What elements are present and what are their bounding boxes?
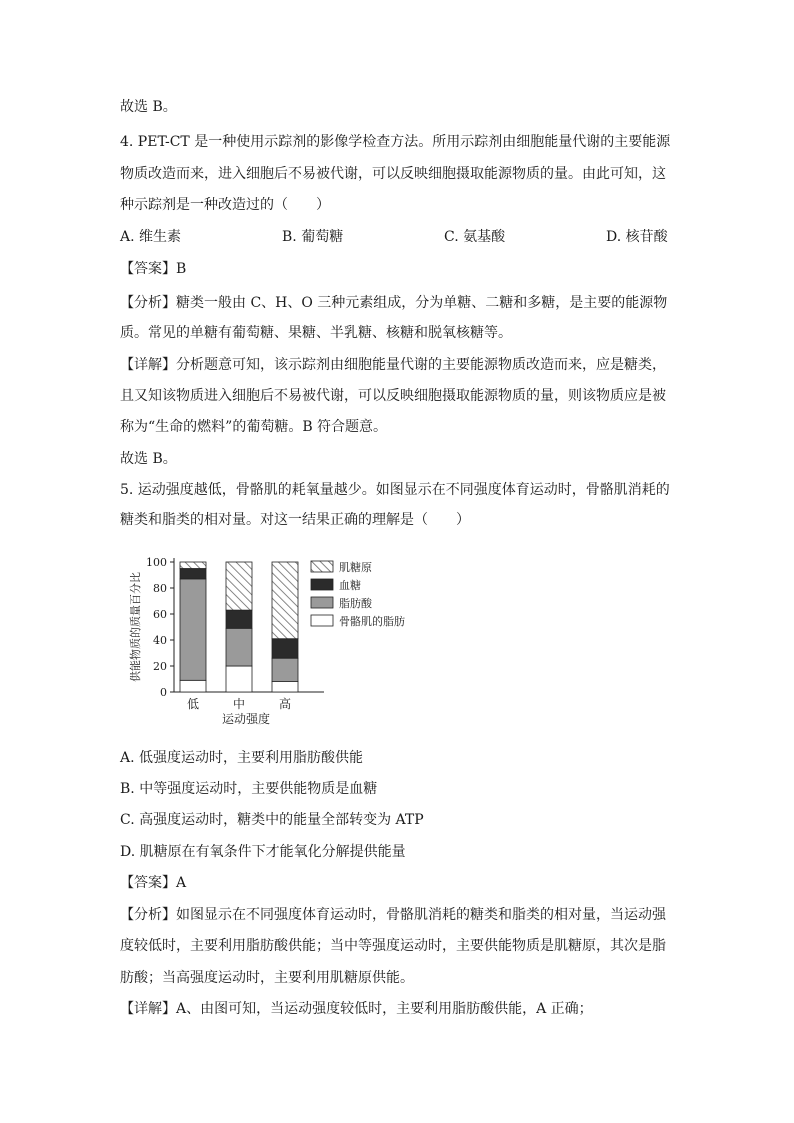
question-5-stem: 5. 运动强度越低，骨骼肌的耗氧量越少。如图显示在不同强度体育运动时，骨骼肌消耗的 [120, 482, 670, 498]
y-tick-label: 60 [153, 608, 167, 621]
x-tick-label: 中 [232, 697, 246, 711]
answer-label: 【答案】A [120, 875, 187, 891]
bar-segment [272, 562, 298, 639]
option-a-q5: A. 低强度运动时，主要利用脂肪酸供能 [120, 750, 364, 766]
legend-label: 骨骼肌的脂肪 [339, 615, 405, 628]
y-tick-label: 100 [146, 556, 167, 569]
text-line: 质。常见的单糖有葡萄糖、果糖、半乳糖、核糖和脱氧核糖等。 [120, 325, 512, 341]
bar-segment [226, 610, 252, 628]
text-line: 糖类和脂类的相对量。对这一结果正确的理解是（ ） [120, 512, 470, 528]
text-line: 肪酸；当高强度运动时，主要利用肌糖原供能。 [120, 970, 414, 986]
chart-legend [311, 560, 405, 628]
option-d-q5: D. 肌糖原在有氧条件下才能氧化分解提供能量 [120, 844, 406, 860]
y-axis-label: 供能物质的质量百分比 [129, 572, 142, 682]
bar-segment [180, 579, 206, 680]
legend-swatch [311, 597, 333, 608]
bar-segment [180, 569, 206, 579]
stacked-bar-chart [128, 548, 428, 728]
y-tick-label: 80 [153, 582, 167, 595]
answer-label: 【答案】B [120, 261, 187, 277]
y-tick-label: 20 [153, 660, 167, 673]
x-axis-label: 运动强度 [221, 712, 271, 726]
bar-segment [226, 628, 252, 666]
analysis-paragraph: 【分析】如图显示在不同强度体育运动时，骨骼肌消耗的糖类和脂类的相对量，当运动强 [120, 907, 666, 923]
detail-paragraph: 【详解】A、由图可知，当运动强度较低时，主要利用脂肪酸供能，A 正确； [120, 1001, 593, 1017]
legend-label: 肌糖原 [339, 561, 372, 574]
text-line: 称为“生命的燃料”的葡萄糖。B 符合题意。 [120, 419, 388, 435]
text-line: 且又知该物质进入细胞后不易被代谢，可以反映细胞摄取能源物质的量，则该物质应是被 [120, 388, 666, 404]
question-4-options [120, 227, 680, 247]
option-a: A. 维生素 [120, 229, 182, 245]
plot-area [146, 556, 324, 711]
question-4-stem: 4. PET-CT 是一种使用示踪剂的影像学检查方法。所用示踪剂由细胞能量代谢的主要能源 [120, 134, 671, 150]
y-tick-label: 0 [160, 686, 167, 699]
y-tick-label: 40 [153, 634, 167, 647]
text-line: 物质改造而来，进入细胞后不易被代谢，可以反映细胞摄取能源物质的量。由此可知，这 [120, 166, 666, 182]
bar-segment [272, 658, 298, 681]
bar-segment [180, 680, 206, 692]
legend-label: 血糖 [339, 579, 361, 592]
legend-swatch [311, 615, 333, 626]
bar-segment [272, 682, 298, 692]
option-c: C. 氨基酸 [444, 229, 506, 245]
bar-segment [180, 562, 206, 569]
x-tick-label: 低 [186, 697, 200, 711]
legend-swatch [311, 561, 333, 572]
legend-label: 脂肪酸 [339, 597, 372, 610]
text-line: 种示踪剂是一种改造过的（ ） [120, 197, 330, 213]
option-d: D. 核苷酸 [606, 229, 668, 245]
analysis-paragraph: 【分析】糖类一般由 C、H、O 三种元素组成，分为单糖、二糖和多糖，是主要的能源物 [120, 295, 668, 311]
detail-paragraph: 【详解】分析题意可知，该示踪剂由细胞能量代谢的主要能源物质改造而来，应是糖类， [120, 357, 666, 373]
option-c-q5: C. 高强度运动时，糖类中的能量全部转变为 ATP [120, 812, 424, 828]
text-line: 故选 B。 [120, 451, 177, 467]
text-line: 故选 B。 [120, 99, 177, 115]
bar-segment [226, 562, 252, 610]
option-b-q5: B. 中等强度运动时，主要供能物质是血糖 [120, 781, 378, 797]
bar-segment [226, 666, 252, 692]
x-tick-label: 高 [278, 697, 292, 711]
legend-swatch [311, 579, 333, 590]
option-b: B. 葡萄糖 [282, 229, 344, 245]
bar-segment [272, 639, 298, 659]
text-line: 度较低时，主要利用脂肪酸供能；当中等强度运动时，主要供能物质是肌糖原，其次是脂 [120, 938, 666, 954]
